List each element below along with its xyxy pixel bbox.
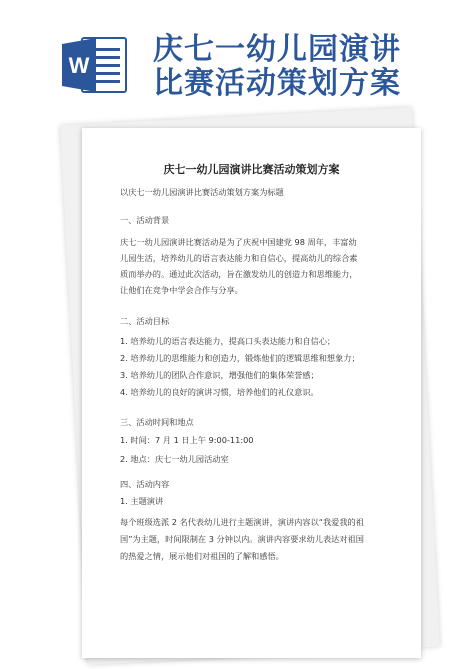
list-item: 3. 培养幼儿的团队合作意识，增强他们的集体荣誉感； bbox=[120, 370, 319, 380]
paragraph-line: 的热爱之情，展示他们对祖国的了解和感悟。 bbox=[120, 551, 284, 561]
list-item: 1. 培养幼儿的语言表达能力，提高口头表达能力和自信心； bbox=[120, 336, 336, 346]
list-item: 4. 培养幼儿的良好的演讲习惯，培养他们的礼仪意识。 bbox=[120, 387, 319, 397]
word-icon bbox=[62, 34, 128, 96]
paragraph-line: 每个班级选派 2 名代表幼儿进行主题演讲，演讲内容以“我爱我的祖 bbox=[120, 517, 364, 527]
section-heading: 四、活动内容 bbox=[120, 479, 170, 489]
paragraph-line: 庆七一幼儿园演讲比赛活动是为了庆祝中国建党 98 周年，丰富幼 bbox=[120, 237, 357, 247]
document-page bbox=[82, 128, 421, 658]
paragraph-line: 让他们在竞争中学会合作与分享。 bbox=[120, 285, 243, 295]
list-item: 1. 时间：7 月 1 日上午 9:00-11:00 bbox=[120, 435, 254, 445]
list-item: 2. 培养幼儿的思维能力和创造力，锻炼他们的逻辑思维和想象力； bbox=[120, 353, 360, 363]
document-subtitle: 以庆七一幼儿园演讲比赛活动策划方案为标题 bbox=[120, 187, 284, 197]
banner-title-line1: 庆七一幼儿园演讲 bbox=[153, 32, 401, 67]
banner-title bbox=[153, 33, 463, 101]
subsection-heading: 1. 主题演讲 bbox=[120, 496, 164, 506]
paragraph-line: 质而举办的。通过此次活动，旨在激发幼儿的创造力和思维能力， bbox=[120, 269, 358, 279]
banner-title-line2: 比赛活动策划方案 bbox=[153, 66, 401, 101]
list-item: 2. 地点：庆七一幼儿园活动室 bbox=[120, 454, 229, 464]
banner bbox=[0, 0, 474, 120]
paragraph-line: 国”为主题，时间限制在 3 分钟以内。演讲内容要求幼儿表达对祖国 bbox=[120, 534, 364, 544]
section-heading: 三、活动时间和地点 bbox=[120, 417, 194, 427]
paragraph-line: 儿园生活，培养幼儿的语言表达能力和自信心，提高幼儿的综合素 bbox=[120, 253, 358, 263]
document-title: 庆七一幼儿园演讲比赛活动策划方案 bbox=[163, 163, 340, 176]
section-heading: 二、活动目标 bbox=[120, 316, 170, 326]
word-logo-letter: W bbox=[68, 53, 90, 78]
section-heading: 一、活动背景 bbox=[120, 215, 170, 225]
